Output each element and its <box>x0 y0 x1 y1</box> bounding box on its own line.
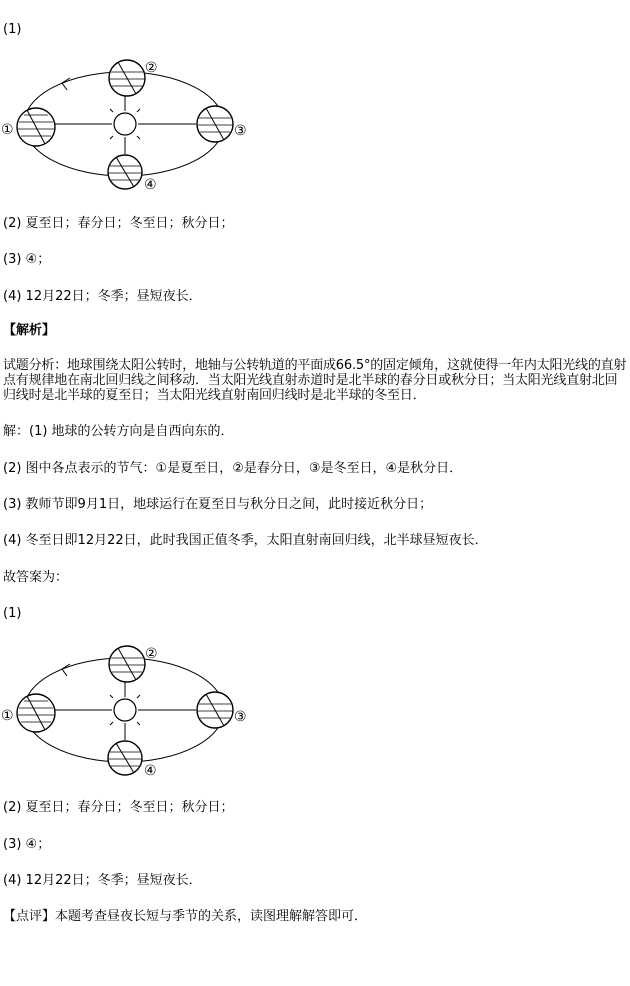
comment: 【点评】本题考查昼夜长短与季节的关系，读图理解解答即可． <box>3 909 368 924</box>
label-1: ① <box>1 122 14 138</box>
label-3: ③ <box>234 709 247 725</box>
solution-3: (3) 教师节即9月1日，地球运行在夏至日与秋分日之间，此时接近秋分日； <box>3 497 433 512</box>
label-2: ② <box>145 646 158 662</box>
earth-icon-4 <box>108 155 142 189</box>
solution-4: (4) 冬至日即12月22日，此时我国正值冬季，太阳直射南回归线，北半球昼短夜长． <box>3 533 488 548</box>
orbit-direction-arrow <box>62 664 70 676</box>
earth-icon-3 <box>197 106 233 142</box>
earth-orbit-diagram <box>0 52 260 202</box>
label-2: ② <box>145 60 158 76</box>
label-3: ③ <box>234 123 247 139</box>
solution-1: 解：(1) 地球的公转方向是自西向东的． <box>3 424 234 439</box>
label-4: ④ <box>144 763 157 779</box>
earth-orbit-diagram-2 <box>0 638 260 788</box>
earth-icon-3 <box>197 692 233 728</box>
answer-item-2: (2) 夏至日；春分日；冬至日；秋分日； <box>3 216 234 231</box>
answer-intro: 故答案为： <box>3 570 69 585</box>
analysis-text: 试题分析：地球围绕太阳公转时，地轴与公转轨道的平面成66.5°的固定倾角，这就使得一年内太阳光线的直射点有规律地在南北回归线之间移动．当太阳光线直射赤道时是北半球的春分日或秋分日；当太阳光线直射北回归线时是北半球的夏至日；当太阳光线直射南回归线时是北半球的冬至日． <box>3 358 627 403</box>
answer-item-3: (3) ④； <box>3 252 51 267</box>
earth-icon-2 <box>109 646 145 682</box>
orbit-direction-arrow <box>62 78 70 90</box>
solution-2: (2) 图中各点表示的节气：①是夏至日，②是春分日，③是冬至日，④是秋分日． <box>3 461 463 476</box>
answer-item-4: (4) 12月22日；冬季；昼短夜长． <box>3 289 202 304</box>
earth-icon-2 <box>109 60 145 96</box>
label-1: ① <box>1 708 14 724</box>
earth-icon-1 <box>17 108 55 146</box>
answer2-item-4: (4) 12月22日；冬季；昼短夜长． <box>3 873 202 888</box>
answer2-item-2: (2) 夏至日；春分日；冬至日；秋分日； <box>3 800 234 815</box>
answer2-item-3: (3) ④； <box>3 837 51 852</box>
earth-icon-4 <box>108 741 142 775</box>
analysis-heading: 【解析】 <box>3 323 56 338</box>
earth-icon-1 <box>17 694 55 732</box>
label-4: ④ <box>144 177 157 193</box>
answer2-item-1: (1) <box>3 606 22 621</box>
answer-item-1: (1) <box>3 22 22 37</box>
